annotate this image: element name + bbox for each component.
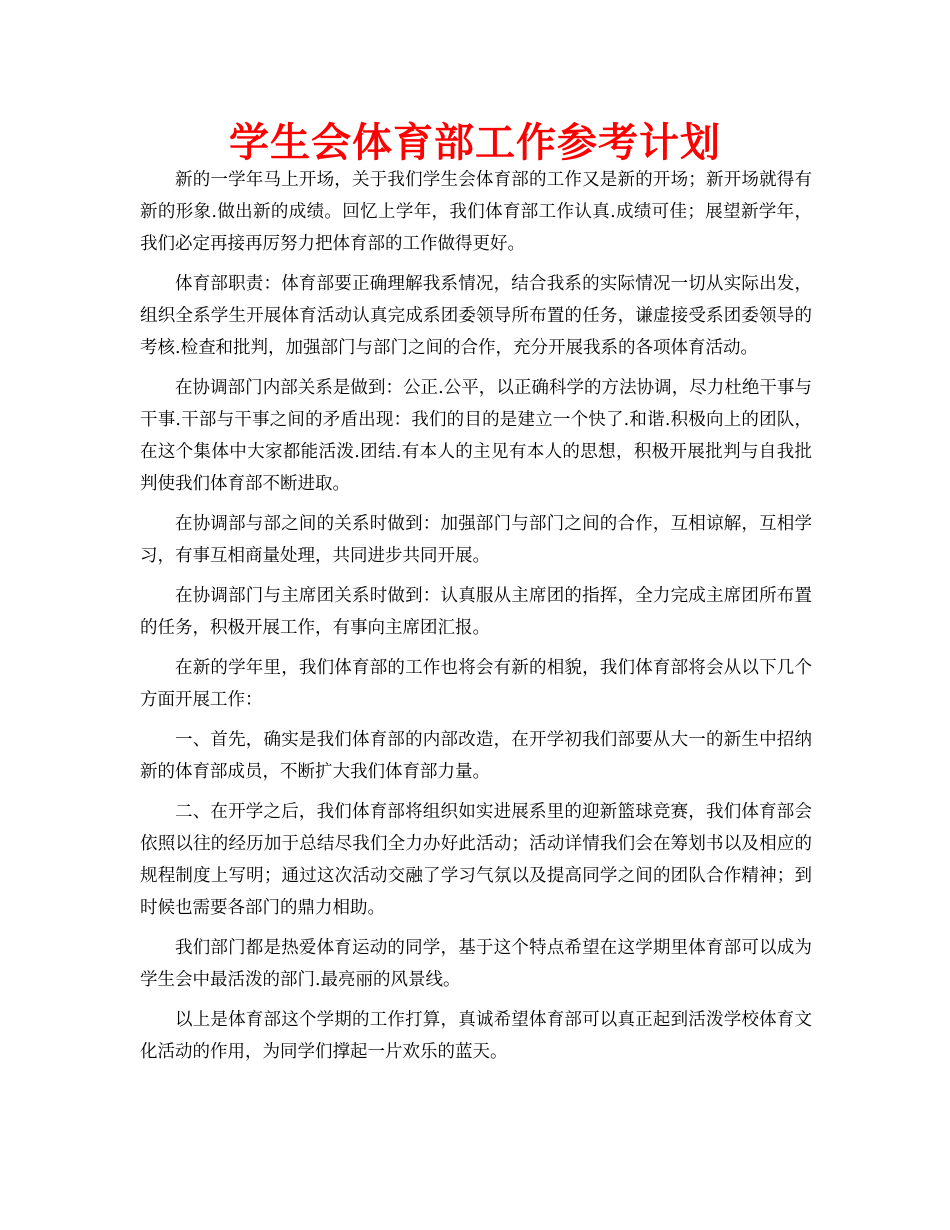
- paragraph-new-year-plan: 在新的学年里，我们体育部的工作也将会有新的相貌，我们体育部将会从以下几个方面开展工作：: [140, 658, 812, 710]
- paragraph-department-relations: 在协调部与部之间的关系时做到：加强部门与部门之间的合作，互相谅解，互相学习，有事互相商量处理，共同进步共同开展。: [140, 514, 812, 566]
- paragraph-internal-relations: 在协调部门内部关系是做到：公正.公平，以正确科学的方法协调，尽力杜绝干事与干事.干部与干事之间的矛盾出现：我们的目的是建立一个快了.和谐.积极向上的团队，在这个集体中大家都能活泼.团结.有本人的主见有本人的思想，积极开展批判与自我批判使我们体育部不断进取。: [140, 378, 812, 494]
- document-title: 学生会体育部工作参考计划: [229, 120, 721, 166]
- paragraph-intro: 新的一学年马上开场，关于我们学生会体育部的工作又是新的开场；新开场就得有新的形象.做出新的成绩。回忆上学年，我们体育部工作认真.成绩可佳；展望新学年，我们必定再接再厉努力把体育部的工作做得更好。: [140, 170, 812, 254]
- paragraph-presidium-relations: 在协调部门与主席团关系时做到：认真服从主席团的指挥，全力完成主席团所布置的任务，积极开展工作，有事向主席团汇报。: [140, 586, 812, 638]
- paragraph-item-one: 一、首先，确实是我们体育部的内部改造，在开学初我们部要从大一的新生中招纳新的体育部成员，不断扩大我们体育部力量。: [140, 730, 812, 782]
- paragraph-conclusion: 以上是体育部这个学期的工作打算，真诚希望体育部可以真正起到活泼学校体育文化活动的作用，为同学们撑起一片欢乐的蓝天。: [140, 1010, 812, 1062]
- paragraph-duties: 体育部职责：体育部要正确理解我系情况，结合我系的实际情况一切从实际出发，组织全系学生开展体育活动认真完成系团委领导所布置的任务，谦虚接受系团委领导的考核.检查和批判，加强部门与部门之间的合作，充分开展我系的各项体育活动。: [140, 274, 812, 358]
- document-body: [140, 164, 812, 1076]
- paragraph-department-spirit: 我们部门都是热爱体育运动的同学，基于这个特点希望在这学期里体育部可以成为学生会中最活泼的部门.最亮丽的风景线。: [140, 938, 812, 990]
- paragraph-item-two: 二、在开学之后，我们体育部将组织如实进展系里的迎新篮球竞赛，我们体育部会依照以往的经历加于总结尽我们全力办好此活动；活动详情我们会在筹划书以及相应的规程制度上写明；通过这次活动交融了学习气氛以及提高同学之间的团队合作精神；到时候也需要各部门的鼎力相助。: [140, 802, 812, 918]
